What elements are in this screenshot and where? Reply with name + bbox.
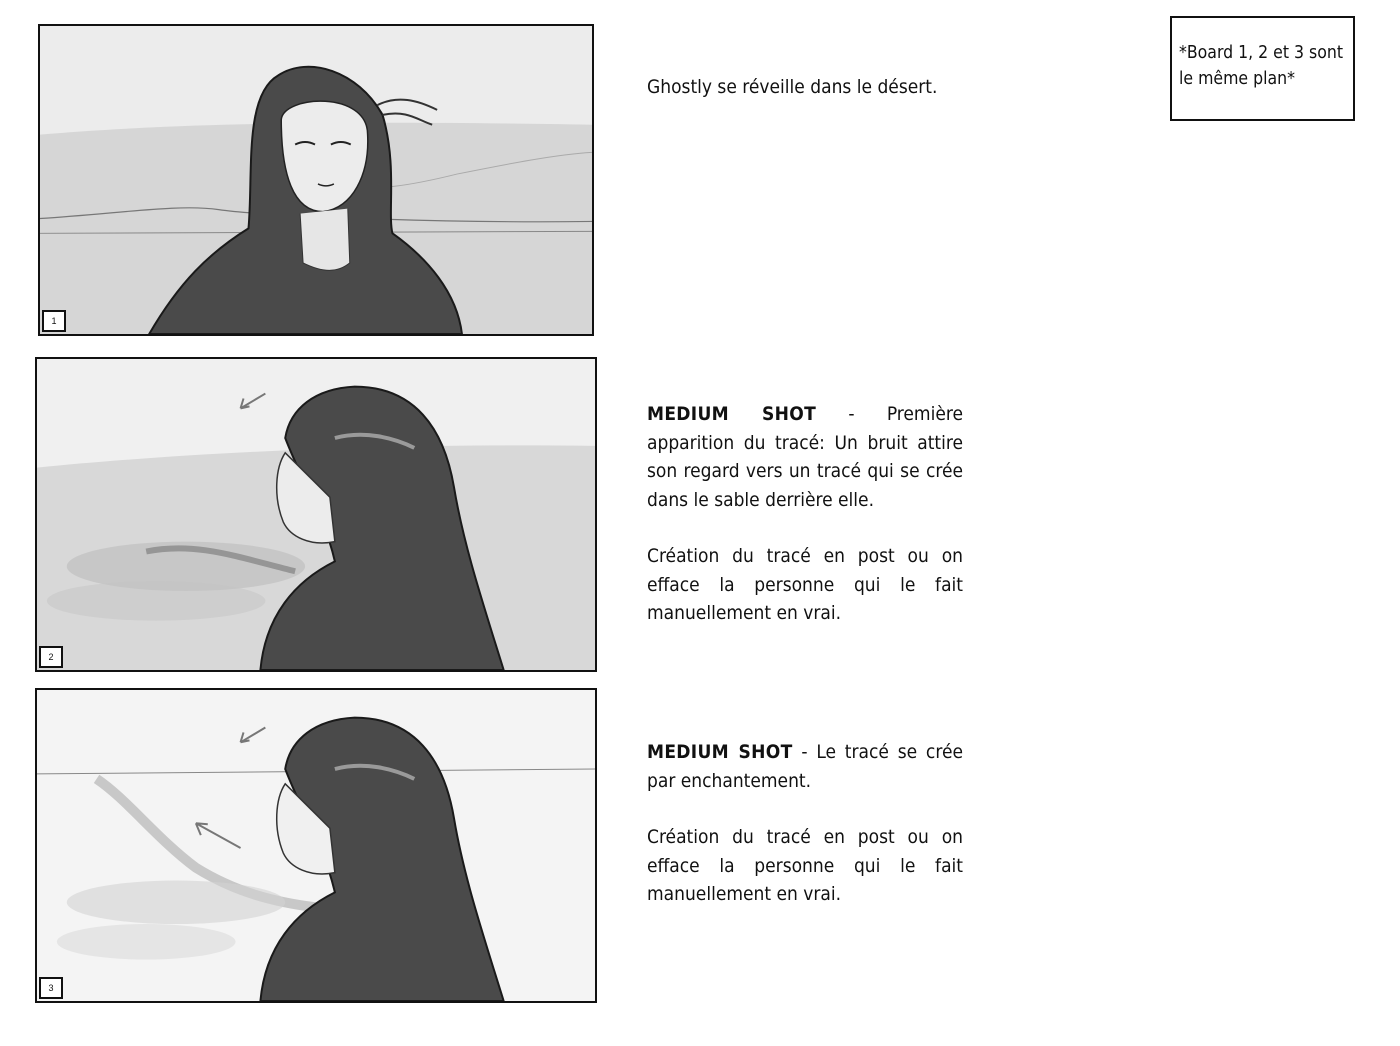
description-paragraph	[647, 400, 963, 514]
description-text: Ghostly se réveille dans le désert.	[647, 76, 938, 98]
description-text: Création du tracé en post ou on efface la personne qui le fait manuellement en vrai.	[647, 545, 963, 624]
description-paragraph	[647, 542, 963, 628]
description-text: - Le tracé se crée par enchantement.	[647, 741, 963, 792]
panel-number: 3	[39, 977, 63, 999]
panel-2-description	[647, 400, 963, 656]
panel-1-description	[647, 73, 963, 130]
description-paragraph	[647, 823, 963, 909]
shot-type: MEDIUM SHOT	[647, 403, 817, 425]
storyboard-panel-3	[35, 688, 597, 1003]
description-paragraph	[647, 738, 963, 795]
note-text: *Board 1, 2 et 3 sont le même plan*	[1179, 43, 1343, 89]
panel-number: 2	[39, 646, 63, 668]
description-paragraph	[647, 73, 963, 102]
panel-3-drawing	[37, 690, 595, 1001]
description-text: Création du tracé en post ou on efface la personne qui le fait manuellement en vrai.	[647, 826, 963, 905]
storyboard-panel-2	[35, 357, 597, 672]
panel-3-description	[647, 738, 963, 937]
storyboard-panel-1	[38, 24, 594, 336]
panel-1-drawing	[40, 26, 592, 334]
note-box	[1170, 16, 1355, 121]
panel-2-drawing	[37, 359, 595, 670]
description-text: - Première apparition du tracé: Un bruit attire son regard vers un tracé qui se crée dans le sable derrière elle.	[647, 403, 963, 511]
shot-type: MEDIUM SHOT	[647, 741, 793, 763]
panel-number: 1	[42, 310, 66, 332]
